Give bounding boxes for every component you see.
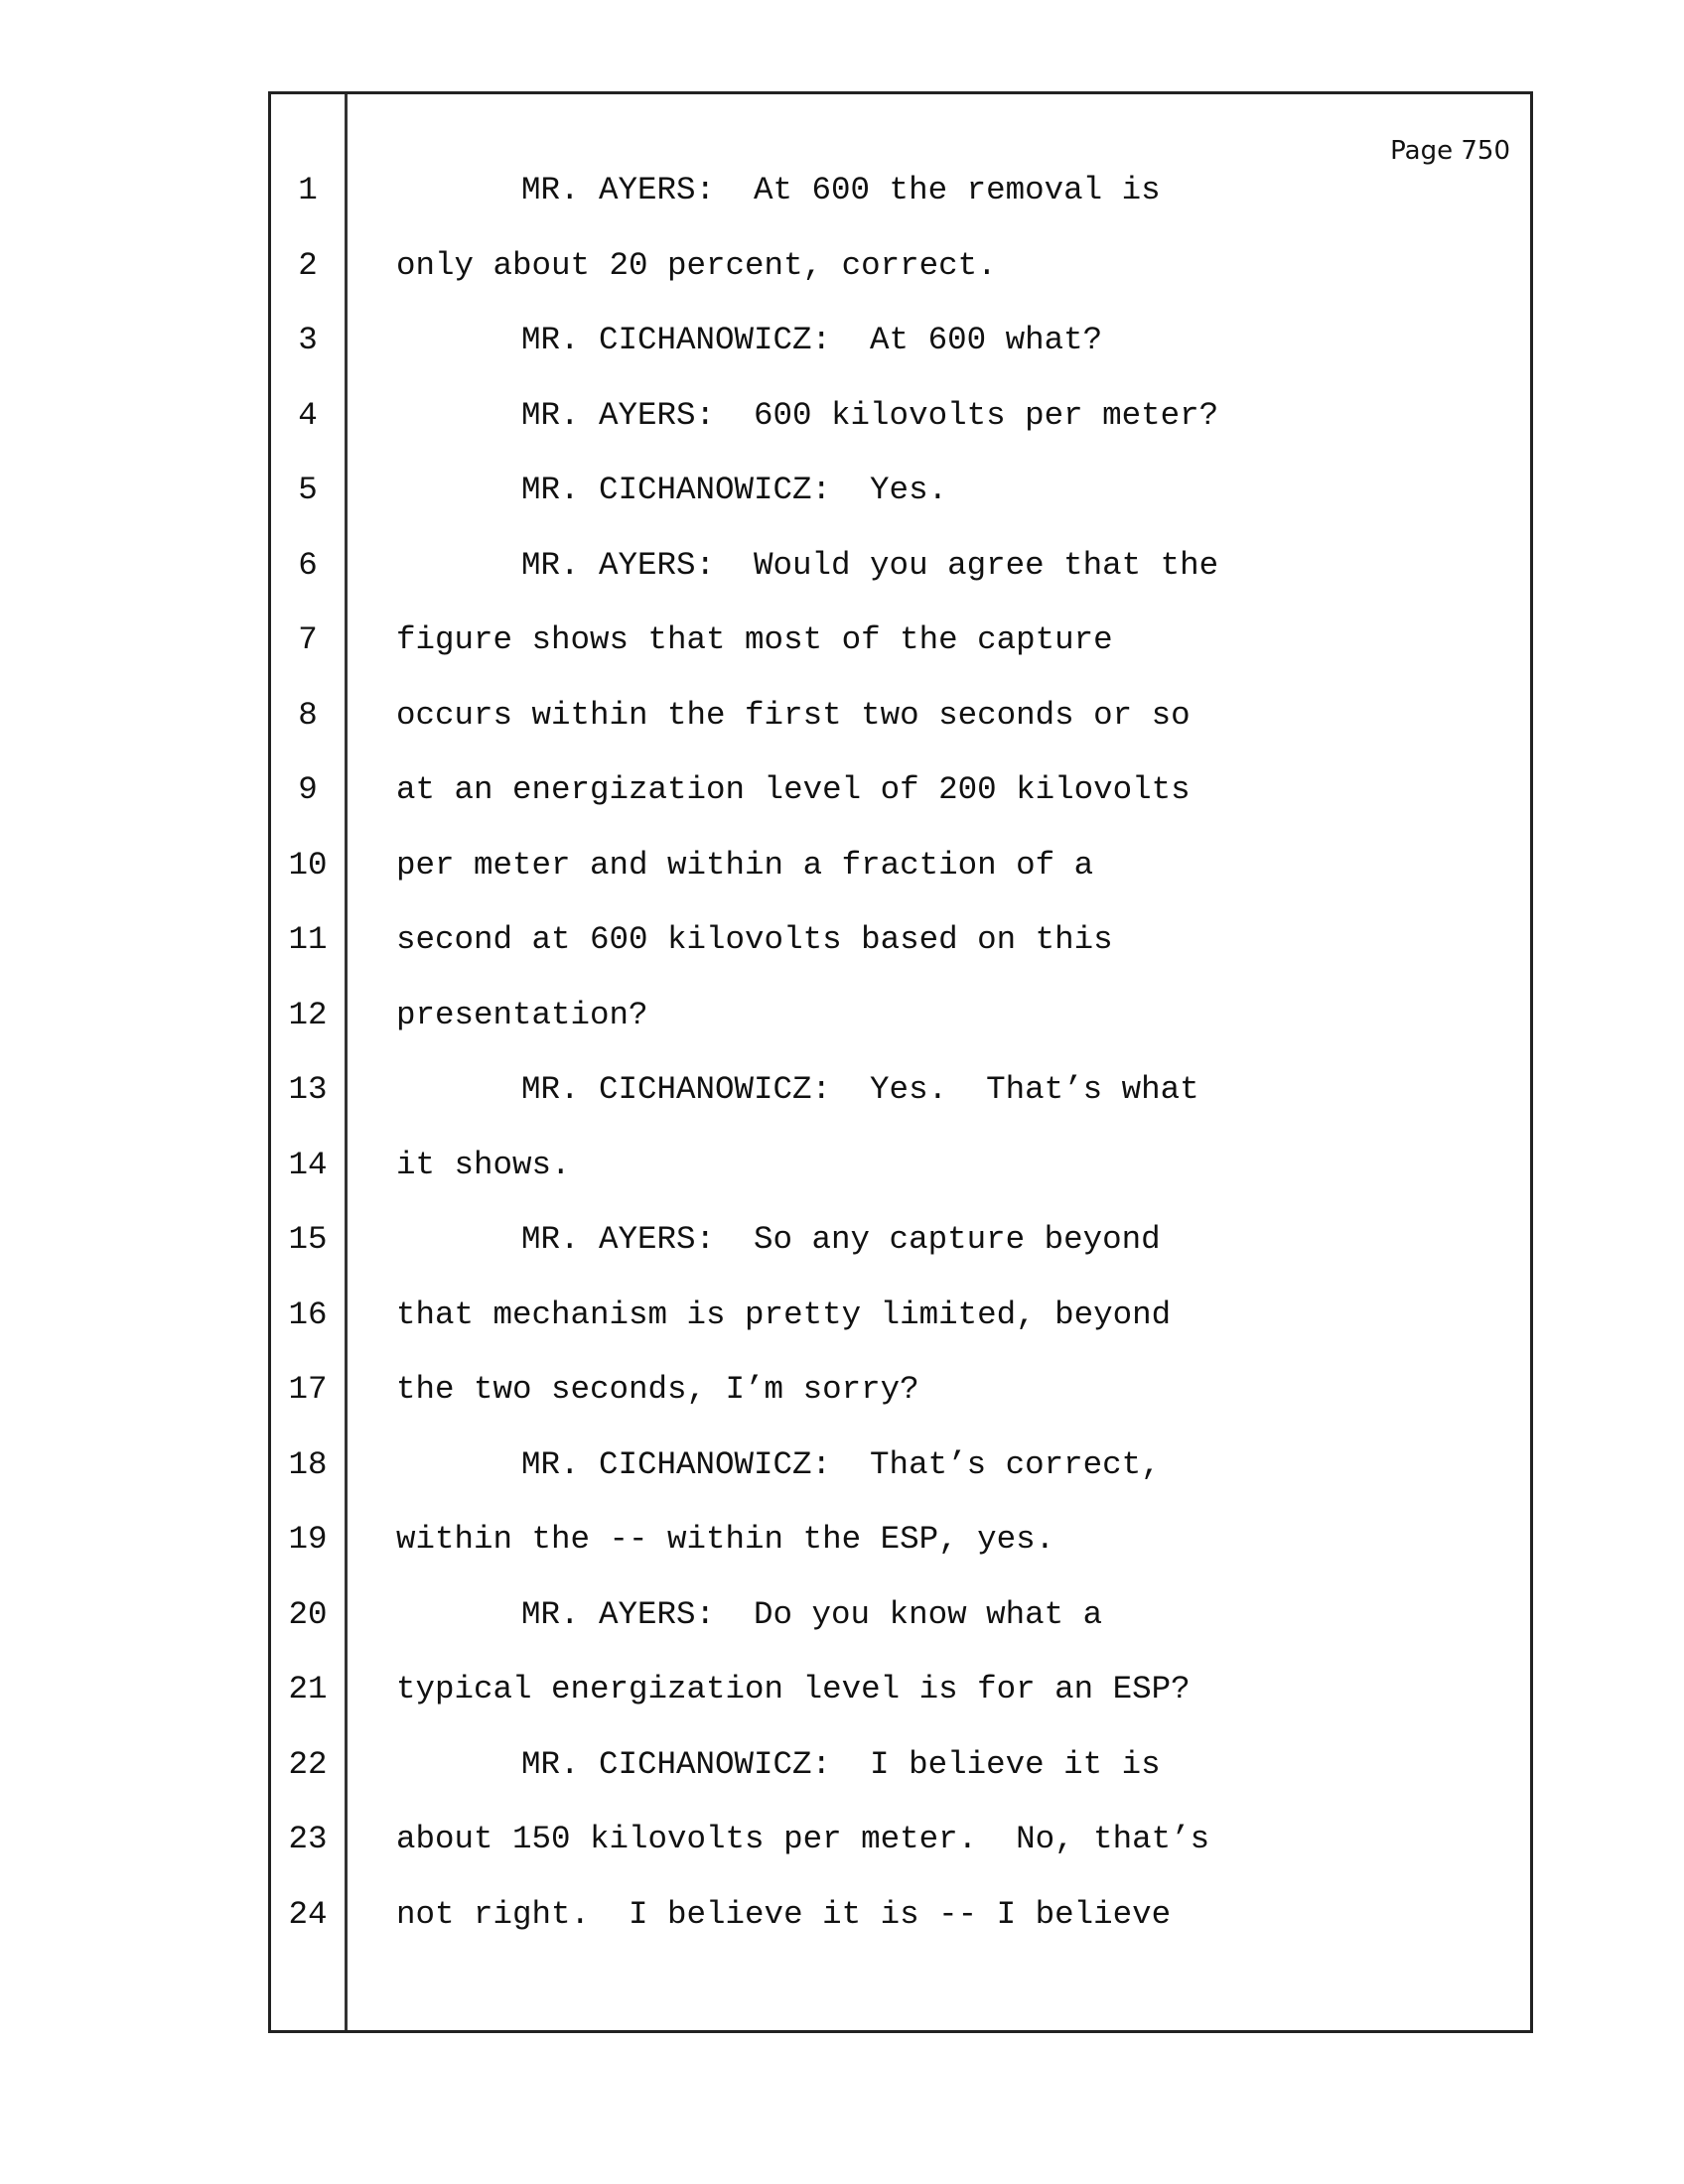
line-text: MR. AYERS: 600 kilovolts per meter? <box>521 396 1219 434</box>
line-number: 3 <box>298 322 318 358</box>
transcript-line <box>271 696 1530 736</box>
line-number: 17 <box>288 1371 328 1408</box>
line-text: MR. CICHANOWICZ: I believe it is <box>521 1745 1161 1783</box>
line-text: MR. CICHANOWICZ: Yes. <box>521 472 948 508</box>
line-number: 13 <box>288 1071 328 1108</box>
line-number: 5 <box>298 472 318 508</box>
transcript-line <box>271 396 1530 436</box>
page-number: Page 750 <box>1390 136 1510 166</box>
line-text: occurs within the first two seconds or so <box>396 696 1191 734</box>
transcript-line <box>271 1296 1530 1335</box>
line-number: 10 <box>288 846 328 884</box>
transcript-line <box>271 1445 1530 1485</box>
line-text: at an energization level of 200 kilovolts <box>396 771 1191 808</box>
transcript-line <box>271 920 1530 960</box>
transcript-line <box>271 321 1530 360</box>
line-number: 9 <box>298 771 318 808</box>
line-text: not right. I believe it is -- I believe <box>396 1895 1172 1933</box>
transcript-page <box>268 91 1533 2033</box>
line-number: 21 <box>288 1671 328 1707</box>
transcript-line <box>271 471 1530 510</box>
line-number: 23 <box>288 1821 328 1857</box>
transcript-line <box>271 1745 1530 1785</box>
line-text: MR. CICHANOWICZ: Yes. That’s what <box>521 1071 1199 1108</box>
transcript-line <box>271 1220 1530 1260</box>
transcript-line <box>271 546 1530 586</box>
line-text: second at 600 kilovolts based on this <box>396 921 1113 958</box>
line-text: the two seconds, I’m sorry? <box>396 1371 919 1408</box>
transcript-line <box>271 171 1530 210</box>
line-text: per meter and within a fraction of a <box>396 846 1094 884</box>
line-text: it shows. <box>396 1146 571 1183</box>
line-text: about 150 kilovolts per meter. No, that’s <box>396 1821 1210 1857</box>
line-number: 15 <box>288 1221 328 1258</box>
line-number: 11 <box>288 921 328 958</box>
line-number: 18 <box>288 1445 328 1483</box>
transcript-line <box>271 1070 1530 1110</box>
line-number: 14 <box>288 1146 328 1183</box>
transcript-line <box>271 846 1530 886</box>
line-number-divider <box>345 94 348 2030</box>
transcript-line <box>271 1520 1530 1560</box>
line-number: 8 <box>298 696 318 734</box>
transcript-line <box>271 620 1530 660</box>
transcript-line <box>271 1370 1530 1410</box>
line-number: 7 <box>298 621 318 658</box>
transcript-line <box>271 1895 1530 1935</box>
line-text: MR. AYERS: So any capture beyond <box>521 1221 1161 1258</box>
line-text: MR. AYERS: Do you know what a <box>521 1595 1103 1633</box>
line-text: MR. CICHANOWICZ: At 600 what? <box>521 322 1103 358</box>
transcript-line <box>271 246 1530 286</box>
transcript-line <box>271 1146 1530 1185</box>
transcript-line <box>271 1820 1530 1859</box>
line-number: 19 <box>288 1521 328 1558</box>
line-number: 2 <box>298 246 318 284</box>
line-number: 20 <box>288 1595 328 1633</box>
line-number: 24 <box>288 1895 328 1933</box>
line-text: within the -- within the ESP, yes. <box>396 1521 1055 1558</box>
transcript-line <box>271 770 1530 810</box>
line-text: MR. CICHANOWICZ: That’s correct, <box>521 1445 1161 1483</box>
line-text: MR. AYERS: At 600 the removal is <box>521 172 1161 208</box>
transcript-line <box>271 996 1530 1035</box>
line-number: 1 <box>298 172 318 208</box>
line-number: 6 <box>298 546 318 584</box>
line-number: 12 <box>288 996 328 1033</box>
transcript-line <box>271 1670 1530 1709</box>
line-text: typical energization level is for an ESP? <box>396 1671 1191 1707</box>
line-text: that mechanism is pretty limited, beyond <box>396 1296 1172 1333</box>
line-number: 4 <box>298 396 318 434</box>
transcript-line <box>271 1595 1530 1635</box>
line-number: 16 <box>288 1296 328 1333</box>
line-text: presentation? <box>396 996 648 1033</box>
line-text: figure shows that most of the capture <box>396 621 1113 658</box>
line-text: only about 20 percent, correct. <box>396 246 997 284</box>
line-text: MR. AYERS: Would you agree that the <box>521 546 1219 584</box>
line-number: 22 <box>288 1745 328 1783</box>
